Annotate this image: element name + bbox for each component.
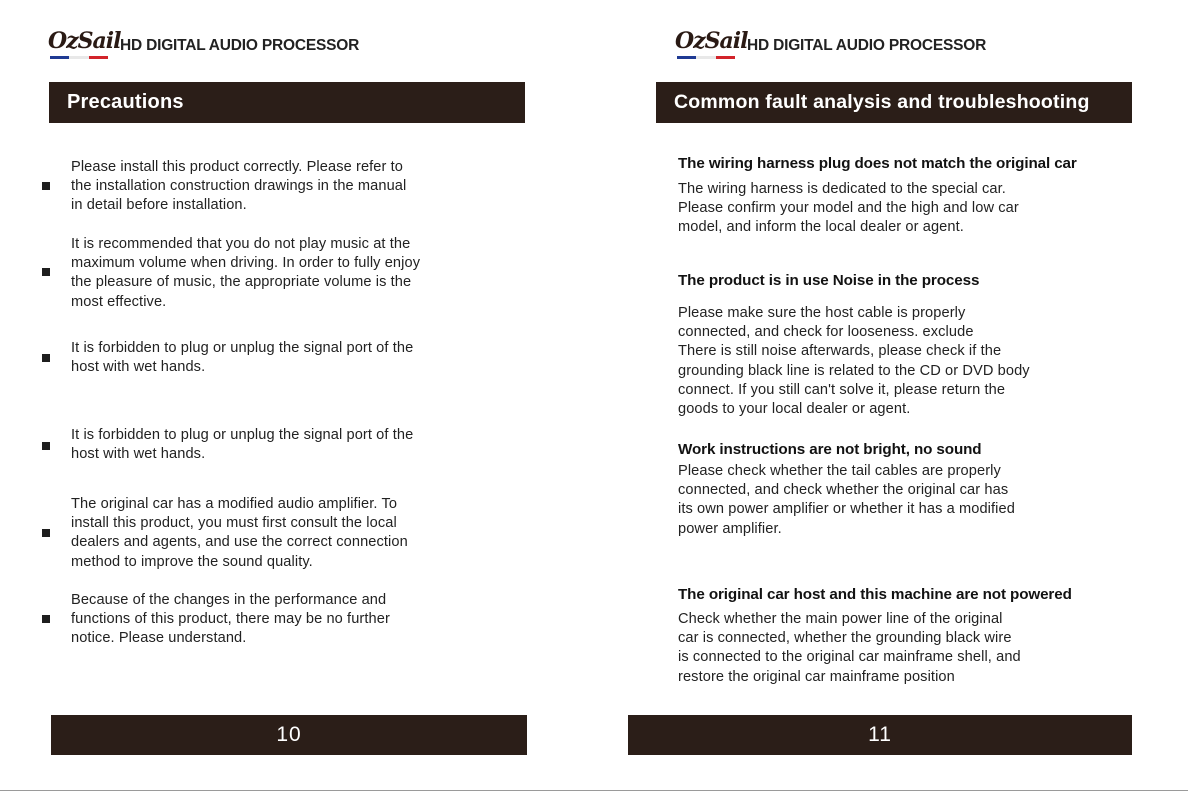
list-item: It is forbidden to plug or unplug the signal port of the host with wet hands. [71, 427, 414, 463]
section-title-precautions: Precautions [49, 82, 525, 123]
fault-heading: The product is in use Noise in the process [678, 272, 980, 289]
bullet-icon [42, 529, 50, 537]
page-bottom-rule [0, 790, 1188, 791]
brand-title: HD DIGITAL AUDIO PROCESSOR [747, 37, 987, 54]
brand-title: HD DIGITAL AUDIO PROCESSOR [120, 37, 360, 54]
bullet-icon [42, 182, 50, 190]
page-number: 10 [51, 715, 527, 755]
brand-logo-text: OzSail [675, 28, 748, 54]
list-item: The original car has a modified audio amplifier. To install this product, you must first consult the local dealers and agents, and use the correct connection method to improve the sound quality. [71, 496, 408, 570]
fault-heading: The original car host and this machine are not powered [678, 586, 1072, 603]
brand-logo [675, 28, 748, 62]
fault-body: The wiring harness is dedicated to the special car. Please confirm your model and the high and low car model, and inform the local dealer or agent. [678, 181, 1019, 236]
fault-body: Please check whether the tail cables are properly connected, and check whether the original car has its own power amplifier or whether it has a modified power amplifier. [678, 463, 1015, 537]
fault-heading: The wiring harness plug does not match the original car [678, 155, 1077, 172]
fault-body: Check whether the main power line of the original car is connected, whether the grounding black wire is connected to the original car mainframe shell, and restore the original car mainframe position [678, 611, 1021, 685]
section-title-troubleshooting: Common fault analysis and troubleshooting [656, 82, 1132, 123]
brand-logo [48, 28, 121, 62]
page-number: 11 [628, 715, 1132, 755]
bullet-icon [42, 268, 50, 276]
flag-stripe [677, 56, 735, 59]
bullet-icon [42, 354, 50, 362]
list-item: It is recommended that you do not play music at the maximum volume when driving. In order to fully enjoy the pleasure of music, the appropriate volume is the most effective. [71, 236, 421, 310]
fault-heading: Work instructions are not bright, no sound [678, 441, 982, 458]
fault-body: Please make sure the host cable is properly connected, and check for looseness. exclude There is still noise afterwards, please check if the grounding black line is related to the CD or DVD body connect. If you still can't solve it, please return the goods to your local dealer or agent. [678, 305, 1030, 418]
list-item: Because of the changes in the performance and functions of this product, there may be no further notice. Please understand. [71, 592, 390, 647]
bullet-icon [42, 615, 50, 623]
list-item: Please install this product correctly. Please refer to the installation construction drawings in the manual in detail before installation. [71, 159, 407, 214]
flag-stripe [50, 56, 108, 59]
brand-logo-text: OzSail [48, 28, 121, 54]
bullet-icon [42, 442, 50, 450]
list-item: It is forbidden to plug or unplug the signal port of the host with wet hands. [71, 340, 414, 376]
